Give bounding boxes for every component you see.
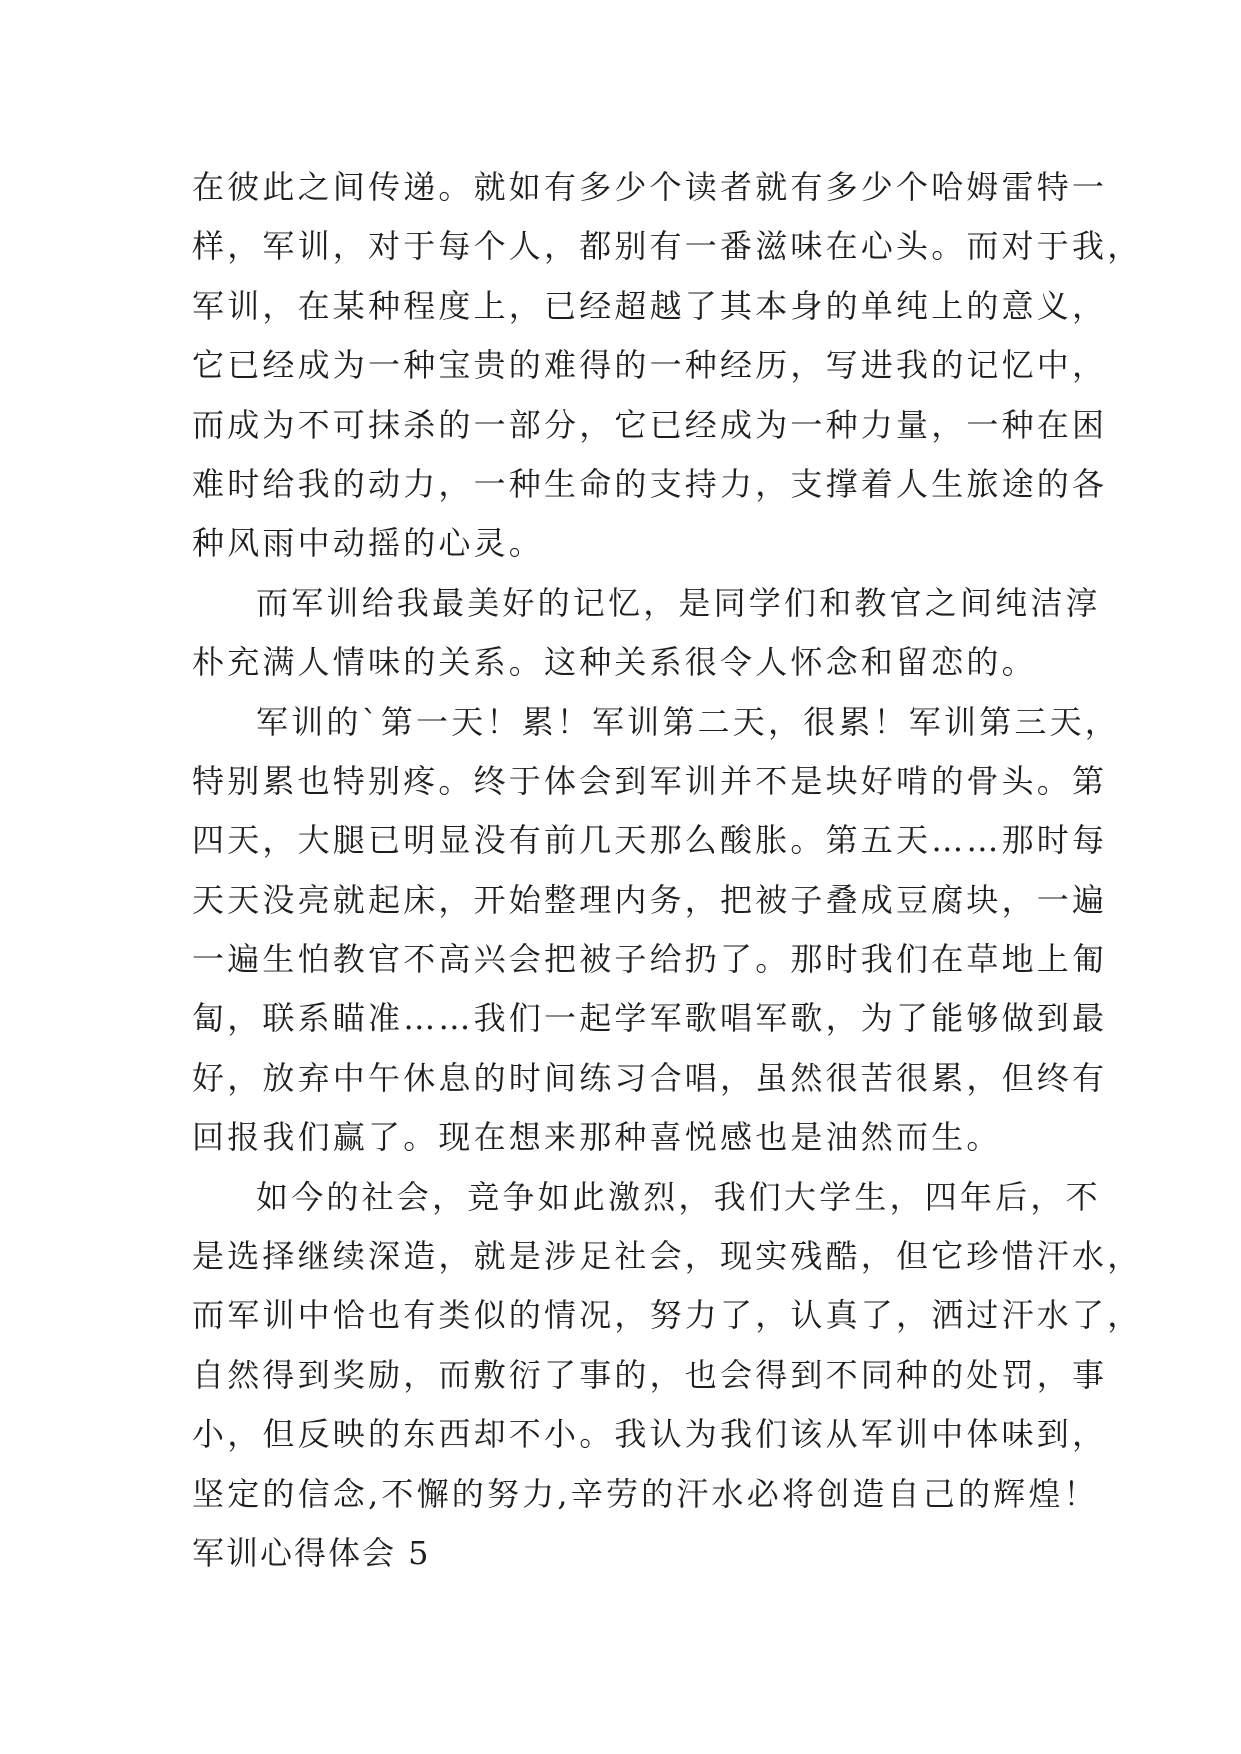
text-line: 而军训给我最美好的记忆，是同学们和教官之间纯洁淳 <box>256 583 1101 622</box>
text-line: 朴充满人情味的关系。这种关系很令人怀念和留恋的。 <box>192 643 1037 682</box>
text-line: 好，放弃中午休息的时间练习合唱，虽然很苦很累，但终有 <box>192 1058 1108 1097</box>
text-line: 难时给我的动力，一种生命的支持力，支撑着人生旅途的各 <box>192 464 1108 503</box>
text-line: 军训的`第一天！累！军训第二天，很累！军训第三天， <box>256 702 1121 741</box>
text-line: 匐，联系瞄准……我们一起学军歌唱军歌，为了能够做到最 <box>192 999 1108 1038</box>
text-line: 而成为不可抹杀的一部分，它已经成为一种力量，一种在困 <box>192 405 1108 444</box>
text-line: 回报我们赢了。现在想来那种喜悦感也是油然而生。 <box>192 1118 1002 1157</box>
text-line: 四天，大腿已明显没有前几天那么酸胀。第五天……那时每 <box>192 821 1108 860</box>
text-line: 特别累也特别疼。终于体会到军训并不是块好啃的骨头。第 <box>192 761 1108 800</box>
section-heading: 军训心得体会 5 <box>192 1533 431 1572</box>
text-line: 天天没亮就起床，开始整理内务，把被子叠成豆腐块，一遍 <box>192 880 1108 919</box>
text-line: 样，军训，对于每个人，都别有一番滋味在心头。而对于我， <box>192 227 1143 266</box>
body-text <box>192 158 1143 1583</box>
text-line: 自然得到奖励，而敷衍了事的，也会得到不同种的处罚，事 <box>192 1355 1108 1394</box>
text-line: 在彼此之间传递。就如有多少个读者就有多少个哈姆雷特一 <box>192 168 1108 206</box>
text-line: 而军训中恰也有类似的情况，努力了，认真了，洒过汗水了， <box>192 1296 1143 1335</box>
text-line: 坚定的信念,不懈的努力,辛劳的汗水必将创造自己的辉煌！ <box>192 1474 1099 1513</box>
text-line: 是选择继续深造，就是涉足社会，现实残酷，但它珍惜汗水， <box>192 1237 1143 1276</box>
text-line: 军训，在某种程度上，已经超越了其本身的单纯上的意义， <box>192 286 1108 325</box>
text-line: 种风雨中动摇的心灵。 <box>192 524 545 563</box>
text-line: 它已经成为一种宝贵的难得的一种经历，写进我的记忆中， <box>192 346 1108 385</box>
text-line: 小，但反映的东西却不小。我认为我们该从军训中体味到， <box>192 1415 1108 1454</box>
text-line: 一遍生怕教官不高兴会把被子给扔了。那时我们在草地上匍 <box>192 940 1108 979</box>
text-line: 如今的社会，竞争如此激烈，我们大学生，四年后，不 <box>256 1177 1101 1216</box>
